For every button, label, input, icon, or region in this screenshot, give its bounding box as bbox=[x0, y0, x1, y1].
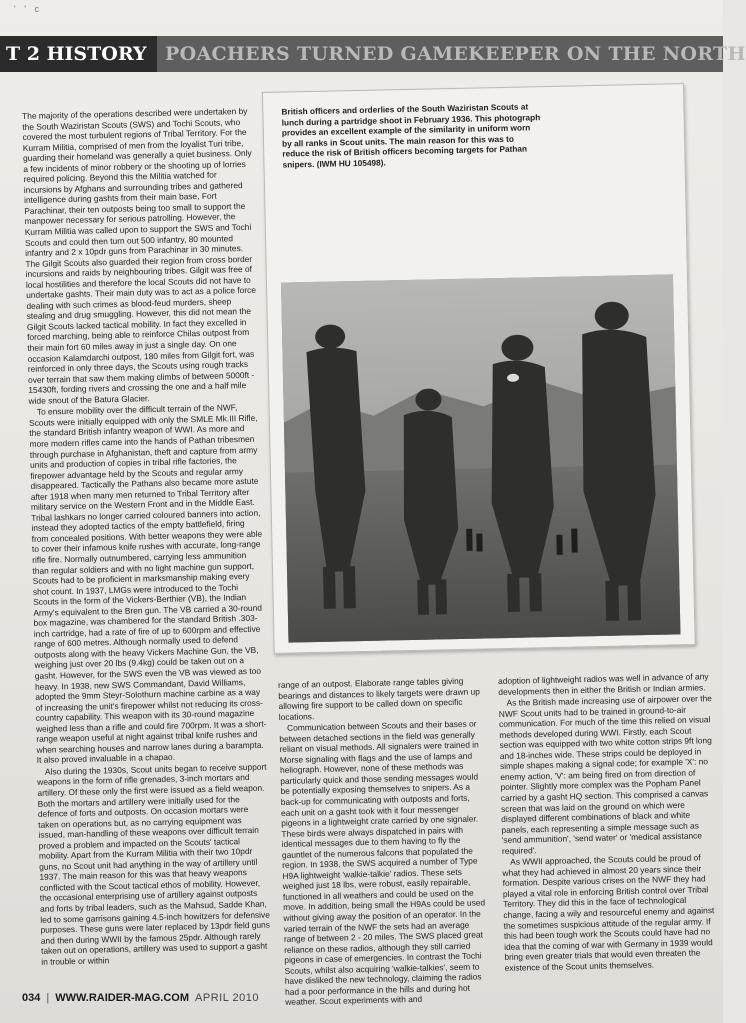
paragraph: range of an outpost. Elaborate range tables giving bearings and distances to likely targets were drawn up allowing fire support to be called down on specific locations. bbox=[278, 675, 480, 722]
paragraph: To ensure mobility over the difficult terrain of the NWF, Scouts were initially equipped with only the SMLE Mk.III Rifle, the standard British infantry weapon of WWI. As more and more modern rifles came into the hands of Pathan tribesmen through purchase in Afghanistan, theft and capture from army units and production of copies in tribal rifle factories, the firepower advantage held by the Scouts and regular army disappeared. Tactically the Pathans also became more astute after 1918 when many men returned to Tribal Territory after military service on the Western Front and in the Middle East. Tribal lashkars no longer carried coloured banners into action, instead they adopted tactics of the empty battlefield, firing from concealed positions. With better weapons they were able to cover their infamous knife rushes with accurate, long-range rifle fire. Normally outnumbered, carrying less ammunition than regular soldiers and with no light machine gun support, Scouts had to be proficient in marksmanship making every shot count. In 1937, LMGs were introduced to the Tochi Scouts in the form of the Vickers-Berthier (VB), the Indian Army's equivalent to the Bren gun. The VB carried a 30-round box magazine, was chambered for the standard British .303-inch cartridge, had a rate of fire of up to 600rpm and effective range of 600 metres. Although normally used to defend outposts along with the heavy Vickers Machine Gun, the VB, weighing just over 20 lbs (9.4kg) could be taken out on a gasht. However, for the SWS even the VB was viewed as too heavy. In 1938, new SWS Commandant, David Williams, adopted the 9mm Steyr-Solothurn machine carbine as a way of increasing the unit's firepower whilst not reducing its cross-country capability. This weapon with its 30-round magazine weighed less than a rifle and could fire 700rpm. It was a short-range weapon useful at night against tribal knife rushes and when searching houses and narrow lanes during a barampta. It also proved invaluable in a chapao. bbox=[28, 402, 267, 766]
paragraph: The majority of the operations described were undertaken by the South Waziristan Scouts (SWS) and Tochi Scouts, who covered the most turbulent regions of Tribal Territory. For the Kurram Militia, comprised of men from the loyalist Turi tribe, guarding their homeland was generally a quiet business. Only a few incidents of minor robbery or the shooting up of lorries required policing. Beyond this the Militia watched for incursions by Afghans and surrounding tribes and gathered intelligence during gashts from their main base, Fort Parachinar, their ten outposts being too small to support the manpower necessary for serious patrolling. However, the Kurram Militia was called upon to support the SWS and Tochi Scouts and could then turn out 500 infantry, 80 mounted infantry and 2 x 10pdr guns from Parachinar in 30 minutes. The Gilgit Scouts also guarded their region from cross border incursions and raids by neighbouring tribes. Gilgit was free of local hostilities and therefore the local Scouts did not have to undertake gashts. Their main duty was to act as a police force dealing with such crimes as blood-feud murders, sheep stealing and drug smuggling. However, this did not mean the Gilgit Scouts lacked tactical mobility. In fact they excelled in forced marching, being able to reinforce Chilas outpost from their main fort 60 miles away in just a single day. On one occasion Kalamdarchi outpost, 180 miles from Gilgit fort, was reinforced in only three days, the Scouts using rough tracks over terrain that saw them making climbs of between 5000ft - 15430ft, fording rivers and crossing the one and a half mile wide snout of the Batura Glacier. bbox=[22, 105, 257, 406]
article-headline: POACHERS TURNED GAMEKEEPER ON THE NORTH bbox=[165, 43, 746, 65]
paragraph: Also during the 1930s, Scout units began to receive support weapons in the form of rifle grenades, 3-inch mortars and artillery. Of these only the first were issued as a field weapon. Both the mortars and artillery were initially used for the defence of forts and outposts. On occasion mortars were taken on operations but, as no carrying equipment was issued, man-handling of these weapons over difficult terrain proved a problem and impacted on the Scouts' tactical mobility. Apart from the Kurram Militia with their two 10pdr guns, no Scout unit had anything in the way of artillery until 1937. The main reason for this was that heavy weapons conflicted with the Scout tactical ethos of mobility. However, the occasional enterprising use of artillery against outposts and forts by tribal leaders, such as the Mahsud, Sadde Khan, led to some garrisons gaining 4.5-inch howitzers for defensive purposes. These guns were later replaced by 13pdr field guns and then during WWII by the famous 25pdr. Although rarely taken out on operations, artillery was used to support a gasht in trouble or within bbox=[37, 761, 271, 967]
paragraph: adoption of lightweight radios was well in advance of any developments then in either the British or Indian armies. bbox=[498, 671, 709, 697]
paragraph: As the British made increasing use of airpower over the NWF Scout units had to be trained in ground-to-air communication. For much of the time this relied on visual methods developed during WWI. Firstly, each Scout section was equipped with two white cotton strips 9ft long and 18-inches wide. These strips could be deployed in simple shapes making a signal code; for example 'X': no enemy action, 'V': am being fired on from direction of pointer. Slightly more complex was the Popham Panel carried by a gasht HQ section. This comprised a canvas screen that was laid on the ground on which were displayed different combinations of black and white panels, each representing a simple message such as 'send ammunition', 'send water' or 'medical assistance required'. bbox=[498, 693, 712, 856]
article-column-3 bbox=[498, 671, 719, 996]
photo-with-caption bbox=[262, 83, 696, 654]
paragraph: Communication between Scouts and their bases or between detached sections in the field was generally reliant on visual methods. All signalers were trained in Morse signaling with flags and the use of lamps and heliograph. However, none of these methods was particularly quick and those sending messages would be potentially exposing themselves to snipers. As a back-up for communicating with outposts and forts, each unit on a gasht took with it four messenger pigeons in a lightweight crate carried by one signaler. These birds were always dispatched in pairs with identical messages due to them having to fly the gauntlet of the numerous falcons that populated the region. In 1938, the SWS acquired a number of Type H9A lightweight 'walkie-talkie' radios. These sets weighed just 18 lbs, were robust, easily repairable, functioned in all weathers and could be used on the move. In addition, being small the H9As could be used without giving away the position of an operator. In the varied terrain of the NWF the sets had an average range of between 2 - 20 miles. The SWS placed great reliance on these radios, although they still carried pigeons in case of emergencies. In contrast the Tochi Scouts, whilst also acquiring 'walkie-talkies', seem to have disliked the new technology, claiming the radios had a poor performance in the hills and during hot weather. Scout experiments with and bbox=[279, 718, 486, 1008]
paragraph: As WWII approached, the Scouts could be proud of what they had achieved in almost 20 years since their formation. Despite various crises on the NWF they had played a vital role in enforcing British control over Tribal Territory. They did this in the face of technological change, facing a wily and resourceful enemy and against the sometimes suspicious attitude of the regular army. If this had been tough work the Scouts could have had no idea that the coming of war with Germany in 1939 would bring even greater trials that would even threaten the existence of the Scout units themselves. bbox=[502, 852, 715, 973]
section-label: T 2 HISTORY bbox=[0, 36, 157, 72]
article-column-2 bbox=[278, 675, 491, 1008]
issue-date: APRIL 2010 bbox=[195, 992, 259, 1004]
article-column-1 bbox=[22, 106, 274, 1001]
photograph-image bbox=[281, 274, 680, 642]
scan-marks: ' ' c bbox=[14, 4, 42, 14]
website-link[interactable]: WWW.RAIDER-MAG.COM bbox=[55, 992, 190, 1004]
page-footer bbox=[22, 988, 622, 1008]
page-header-banner bbox=[0, 36, 746, 72]
footer-separator: | bbox=[46, 992, 50, 1004]
page-number: 034 bbox=[22, 992, 41, 1004]
historical-photograph bbox=[281, 274, 680, 642]
photo-caption: British officers and orderlies of the South Waziristan Scouts at lunch during a partridge shoot in February 1936. This photograph provides an excellent example of the similarity in uniform worn by all ranks in Scout units. The main reason for this was to reduce the risk of British officers becoming targets for Pathan snipers. (IWM HU 105498). bbox=[281, 101, 541, 170]
